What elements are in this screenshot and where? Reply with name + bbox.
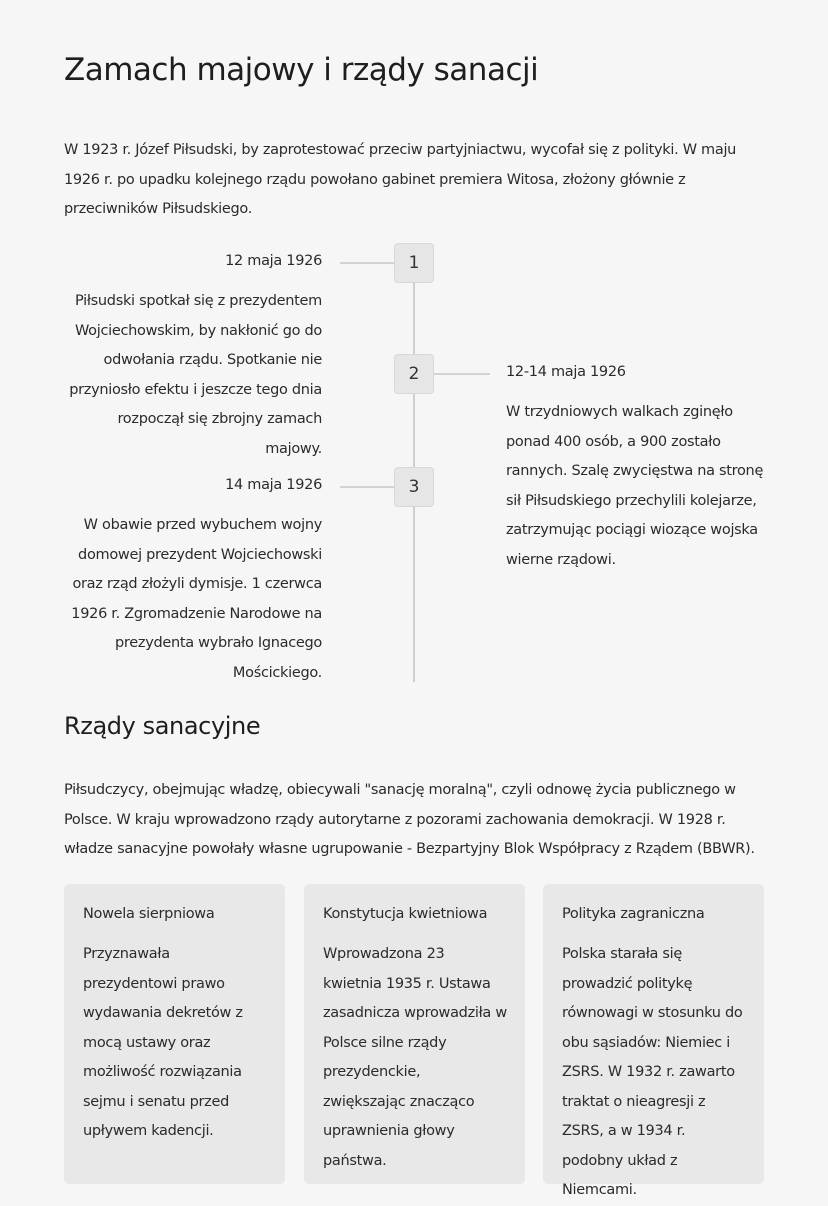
section-paragraph: Piłsudczycy, obejmując władzę, obiecywali "sanację moralną", czyli odnowę życia publicznego w Polsce. W kraju wprowadzono rządy autorytarne z pozorami zachowania demokracji. W 1928 r. władze sanacyjne powołały własne ugrupowanie - Bezpartyjny Blok Współpracy z Rządem (BBWR). [64, 782, 755, 857]
page-title: Zamach majowy i rządy sanacji [64, 52, 539, 88]
timeline-event-1 [64, 251, 322, 464]
card-nowela-sierpniowa [64, 884, 285, 1184]
card-text: Przyznawała prezydentowi prawo wydawania dekretów z mocą ustawy oraz możliwość rozwiązania sejmu i senatu przed upływem kadencji. [83, 946, 243, 1139]
timeline-connector-2 [434, 373, 490, 375]
event-date: 12-14 maja 1926 [506, 364, 626, 380]
card-title: Nowela sierpniowa [83, 906, 215, 922]
card-title: Konstytucja kwietniowa [323, 906, 488, 922]
card-polityka-zagraniczna [543, 884, 764, 1198]
intro-paragraph: W 1923 r. Józef Piłsudski, by zaprotestować przeciw partyjniactwu, wycofał się z polityki. W maju 1926 r. po upadku kolejnego rządu powołano gabinet premiera Witosa, złożony głównie z przeciwników Piłsudskiego. [64, 142, 737, 217]
timeline-marker-1: 1 [394, 243, 434, 283]
event-text: Piłsudski spotkał się z prezydentem Wojciechowskim, by nakłonić go do odwołania rządu. Spotkanie nie przyniosło efektu i jeszcze tego dnia rozpoczął się zbrojny zamach majowy. [69, 293, 322, 457]
card-konstytucja-kwietniowa [304, 884, 525, 1184]
timeline-marker-3: 3 [394, 467, 434, 507]
timeline-connector-3 [340, 486, 394, 488]
card-text: Polska starała się prowadzić politykę równowagi w stosunku do obu sąsiadów: Niemiec i ZSRS. W 1932 r. zawarto traktat o nieagresji z ZSRS, a w 1934 r. podobny układ z Niemcami. [562, 946, 743, 1198]
timeline-connector-1 [340, 262, 394, 264]
timeline-event-3 [64, 475, 322, 688]
event-text: W trzydniowych walkach zginęło ponad 400 osób, a 900 zostało rannych. Szalę zwycięstwa na stronę sił Piłsudskiego przechylili kolejarze, zatrzymując pociągi wiozące wojska wierne rządowi. [506, 404, 764, 568]
timeline-marker-2: 2 [394, 354, 434, 394]
event-date: 12 maja 1926 [225, 253, 322, 269]
section-heading: Rządy sanacyjne [64, 712, 261, 740]
card-text: Wprowadzona 23 kwietnia 1935 r. Ustawa zasadnicza wprowadziła w Polsce silne rządy prezydenckie, zwiększając znacząco uprawnienia głowy państwa. [323, 946, 507, 1169]
event-text: W obawie przed wybuchem wojny domowej prezydent Wojciechowski oraz rząd złożyli dymisje. 1 czerwca 1926 r. Zgromadzenie Narodowe na prezydenta wybrało Ignacego Mościckiego. [71, 517, 322, 681]
timeline-event-2 [506, 362, 768, 575]
card-title: Polityka zagraniczna [562, 906, 705, 922]
event-date: 14 maja 1926 [225, 477, 322, 493]
